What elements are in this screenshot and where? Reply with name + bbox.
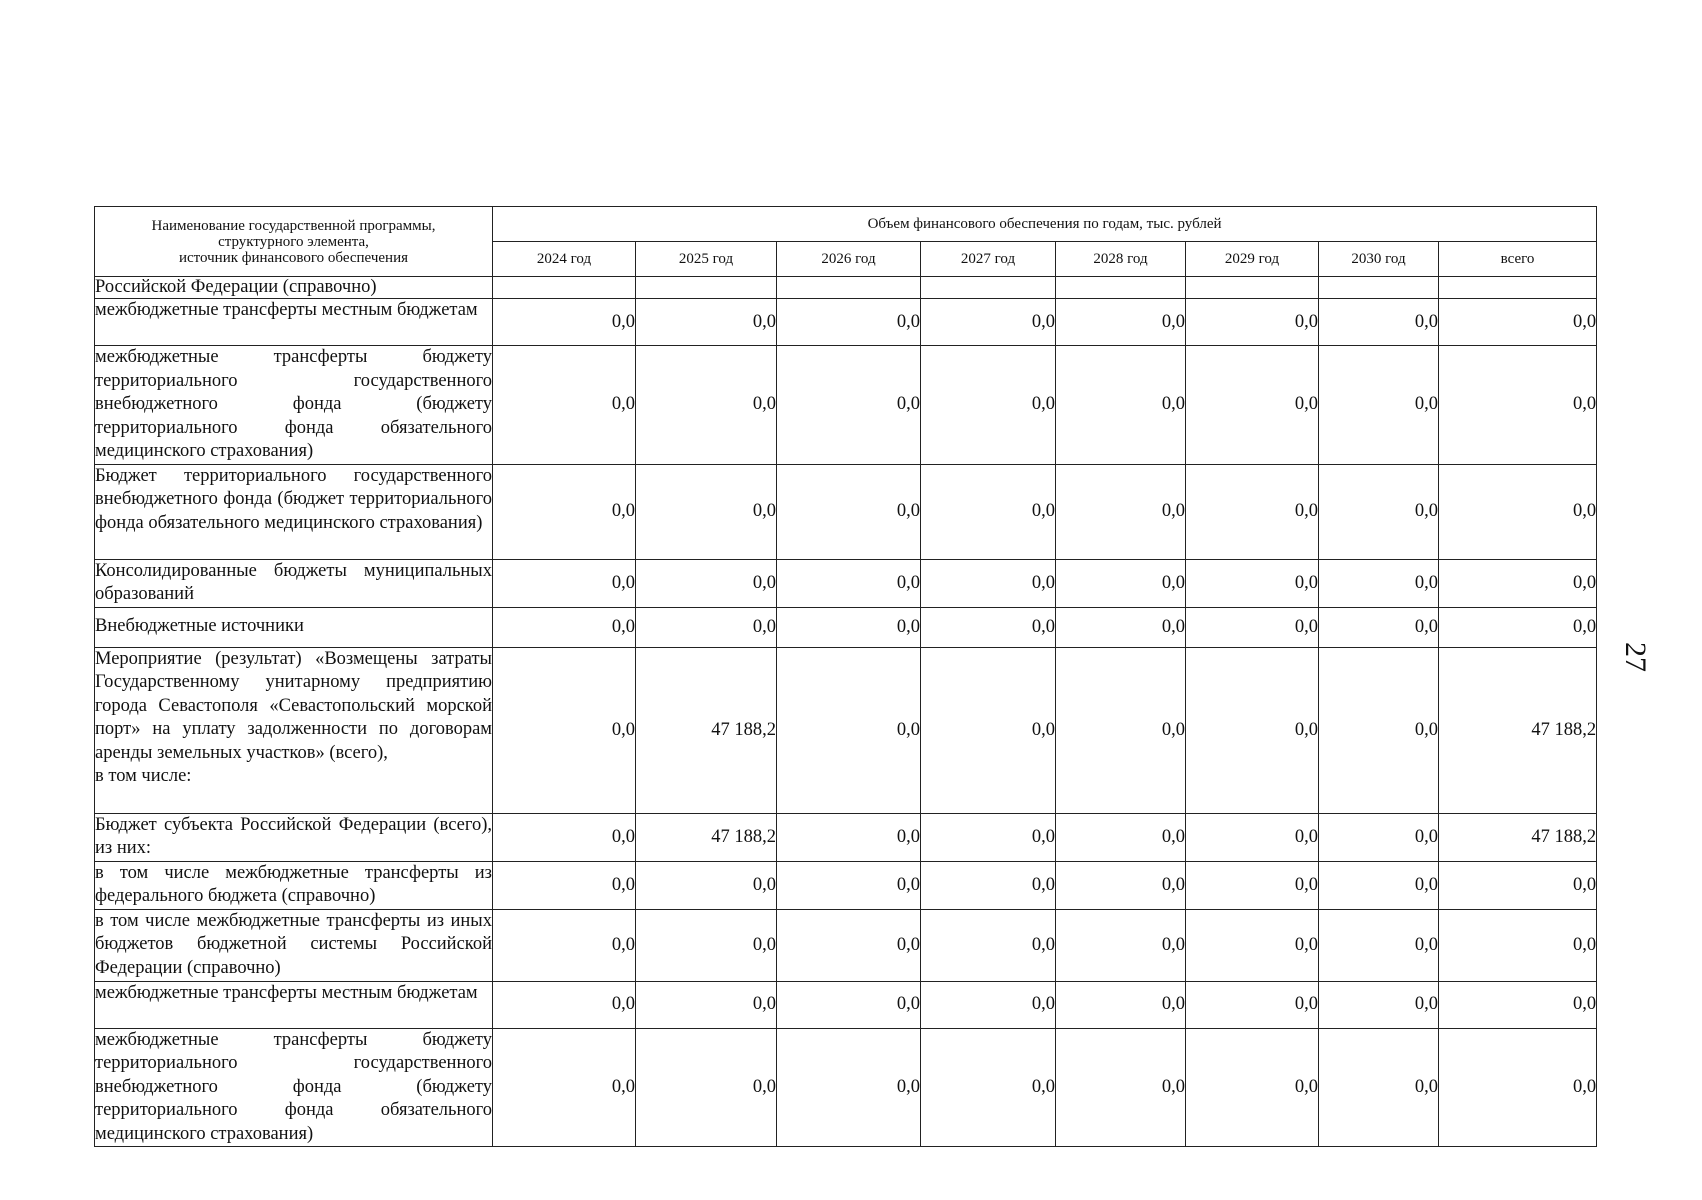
row-value: 0,0 — [493, 299, 636, 346]
row-value: 0,0 — [1186, 464, 1319, 559]
row-value: 0,0 — [493, 559, 636, 607]
row-value: 0,0 — [1186, 607, 1319, 647]
row-value: 0,0 — [921, 607, 1056, 647]
row-value: 0,0 — [1439, 464, 1597, 559]
row-value: 0,0 — [921, 464, 1056, 559]
row-value: 0,0 — [921, 559, 1056, 607]
row-name: Российской Федерации (справочно) — [95, 277, 493, 299]
row-value: 0,0 — [1319, 607, 1439, 647]
row-value: 0,0 — [636, 909, 777, 981]
row-value: 0,0 — [1319, 813, 1439, 861]
row-value: 0,0 — [921, 813, 1056, 861]
row-value: 0,0 — [1319, 464, 1439, 559]
row-value — [777, 277, 921, 299]
row-value: 0,0 — [1319, 981, 1439, 1028]
row-value: 0,0 — [1186, 346, 1319, 465]
row-value: 0,0 — [636, 559, 777, 607]
header-year: 2027 год — [921, 242, 1056, 277]
row-value: 0,0 — [493, 607, 636, 647]
table-row — [95, 813, 1597, 861]
table-row — [95, 559, 1597, 607]
row-value: 0,0 — [636, 1028, 777, 1147]
row-value — [1186, 277, 1319, 299]
row-name: Консолидированные бюджеты муниципальных образований — [95, 559, 493, 607]
row-value: 0,0 — [1056, 607, 1186, 647]
header-name-column: Наименование государственной программы, структурного элемента, источник финансового обеспечения — [95, 207, 493, 277]
row-value: 47 188,2 — [636, 813, 777, 861]
row-value: 0,0 — [636, 861, 777, 909]
page-number: 27 — [1619, 642, 1652, 672]
row-value: 0,0 — [1186, 647, 1319, 813]
row-value — [1319, 277, 1439, 299]
row-value: 0,0 — [636, 299, 777, 346]
row-value: 0,0 — [1319, 346, 1439, 465]
row-name: Бюджет субъекта Российской Федерации (всего), из них: — [95, 813, 493, 861]
header-year: 2025 год — [636, 242, 777, 277]
row-value: 0,0 — [777, 813, 921, 861]
row-value: 0,0 — [1186, 813, 1319, 861]
row-value: 0,0 — [777, 607, 921, 647]
table-row — [95, 861, 1597, 909]
header-financing-volume: Объем финансового обеспечения по годам, тыс. рублей — [493, 207, 1597, 242]
row-value: 47 188,2 — [1439, 813, 1597, 861]
row-value: 0,0 — [1186, 981, 1319, 1028]
row-value: 0,0 — [921, 909, 1056, 981]
table-row — [95, 647, 1597, 813]
row-value: 0,0 — [777, 981, 921, 1028]
row-value: 0,0 — [1056, 299, 1186, 346]
row-value: 0,0 — [636, 981, 777, 1028]
row-value: 0,0 — [1439, 981, 1597, 1028]
row-value: 0,0 — [1319, 647, 1439, 813]
row-value: 0,0 — [1319, 299, 1439, 346]
row-value: 0,0 — [777, 559, 921, 607]
row-value: 0,0 — [1186, 861, 1319, 909]
row-value: 0,0 — [1439, 559, 1597, 607]
row-value: 0,0 — [493, 464, 636, 559]
row-value: 0,0 — [1056, 909, 1186, 981]
row-value: 0,0 — [921, 647, 1056, 813]
row-value: 0,0 — [493, 909, 636, 981]
row-value: 0,0 — [493, 1028, 636, 1147]
row-name: Бюджет территориального государственного внебюджетного фонда (бюджет территориального фонда обязательного медицинского страхования) — [95, 464, 493, 559]
row-value: 0,0 — [921, 1028, 1056, 1147]
row-value: 0,0 — [1056, 1028, 1186, 1147]
row-name: межбюджетные трансферты бюджету территориального государственного внебюджетного фонда (бюджету территориального фонда обязательного медицинского страхования) — [95, 1028, 493, 1147]
row-name: Внебюджетные источники — [95, 607, 493, 647]
row-value: 0,0 — [1439, 861, 1597, 909]
row-name: межбюджетные трансферты местным бюджетам — [95, 299, 493, 346]
row-value: 0,0 — [636, 464, 777, 559]
row-value: 0,0 — [636, 346, 777, 465]
row-value: 0,0 — [1056, 559, 1186, 607]
row-value: 0,0 — [1056, 346, 1186, 465]
row-value: 0,0 — [777, 299, 921, 346]
row-value: 0,0 — [1186, 909, 1319, 981]
row-value — [493, 277, 636, 299]
row-value: 0,0 — [1439, 909, 1597, 981]
row-value: 0,0 — [493, 861, 636, 909]
header-year: 2024 год — [493, 242, 636, 277]
row-value — [1439, 277, 1597, 299]
row-name: межбюджетные трансферты бюджету территориального государственного внебюджетного фонда (бюджету территориального фонда обязательного медицинского страхования) — [95, 346, 493, 465]
row-value: 0,0 — [1319, 1028, 1439, 1147]
row-value: 0,0 — [493, 813, 636, 861]
table-row — [95, 1028, 1597, 1147]
row-value: 0,0 — [777, 861, 921, 909]
row-value: 0,0 — [1186, 299, 1319, 346]
row-name: Мероприятие (результат) «Возмещены затраты Государственному унитарному предприятию города Севастополя «Севастопольский морской порт» на уплату задолженности по договорам аренды земельных участков» (всего), в том числе: — [95, 647, 493, 813]
row-name: в том числе межбюджетные трансферты из иных бюджетов бюджетной системы Российской Федерации (справочно) — [95, 909, 493, 981]
row-value: 0,0 — [1056, 981, 1186, 1028]
row-value: 0,0 — [493, 981, 636, 1028]
row-value: 0,0 — [777, 647, 921, 813]
row-value: 0,0 — [1186, 559, 1319, 607]
row-value: 0,0 — [921, 299, 1056, 346]
row-value: 0,0 — [1319, 909, 1439, 981]
row-value: 0,0 — [777, 909, 921, 981]
row-value: 0,0 — [1056, 813, 1186, 861]
row-value: 47 188,2 — [636, 647, 777, 813]
header-year: 2030 год — [1319, 242, 1439, 277]
row-value — [921, 277, 1056, 299]
header-year: 2029 год — [1186, 242, 1319, 277]
row-value: 0,0 — [1319, 559, 1439, 607]
row-value: 0,0 — [493, 346, 636, 465]
table-row — [95, 909, 1597, 981]
row-value: 0,0 — [1439, 1028, 1597, 1147]
row-value: 0,0 — [1439, 346, 1597, 465]
table-row — [95, 607, 1597, 647]
row-value — [1056, 277, 1186, 299]
row-value: 0,0 — [1319, 861, 1439, 909]
row-value: 0,0 — [1056, 861, 1186, 909]
row-value: 0,0 — [1056, 464, 1186, 559]
row-value: 0,0 — [777, 464, 921, 559]
row-value: 0,0 — [1439, 299, 1597, 346]
row-value: 0,0 — [493, 647, 636, 813]
financing-table — [94, 206, 1597, 1147]
table-row — [95, 299, 1597, 346]
row-value: 0,0 — [636, 607, 777, 647]
row-value: 0,0 — [921, 346, 1056, 465]
header-year: 2028 год — [1056, 242, 1186, 277]
table-row — [95, 981, 1597, 1028]
table-row — [95, 464, 1597, 559]
header-year: всего — [1439, 242, 1597, 277]
row-value: 0,0 — [1186, 1028, 1319, 1147]
row-name: межбюджетные трансферты местным бюджетам — [95, 981, 493, 1028]
row-value: 0,0 — [1056, 647, 1186, 813]
table-row — [95, 277, 1597, 299]
row-value: 0,0 — [1439, 607, 1597, 647]
row-value — [636, 277, 777, 299]
row-value: 0,0 — [921, 981, 1056, 1028]
row-value: 0,0 — [777, 346, 921, 465]
table-row — [95, 346, 1597, 465]
row-value: 47 188,2 — [1439, 647, 1597, 813]
row-value: 0,0 — [777, 1028, 921, 1147]
row-name: в том числе межбюджетные трансферты из федерального бюджета (справочно) — [95, 861, 493, 909]
header-year: 2026 год — [777, 242, 921, 277]
row-value: 0,0 — [921, 861, 1056, 909]
